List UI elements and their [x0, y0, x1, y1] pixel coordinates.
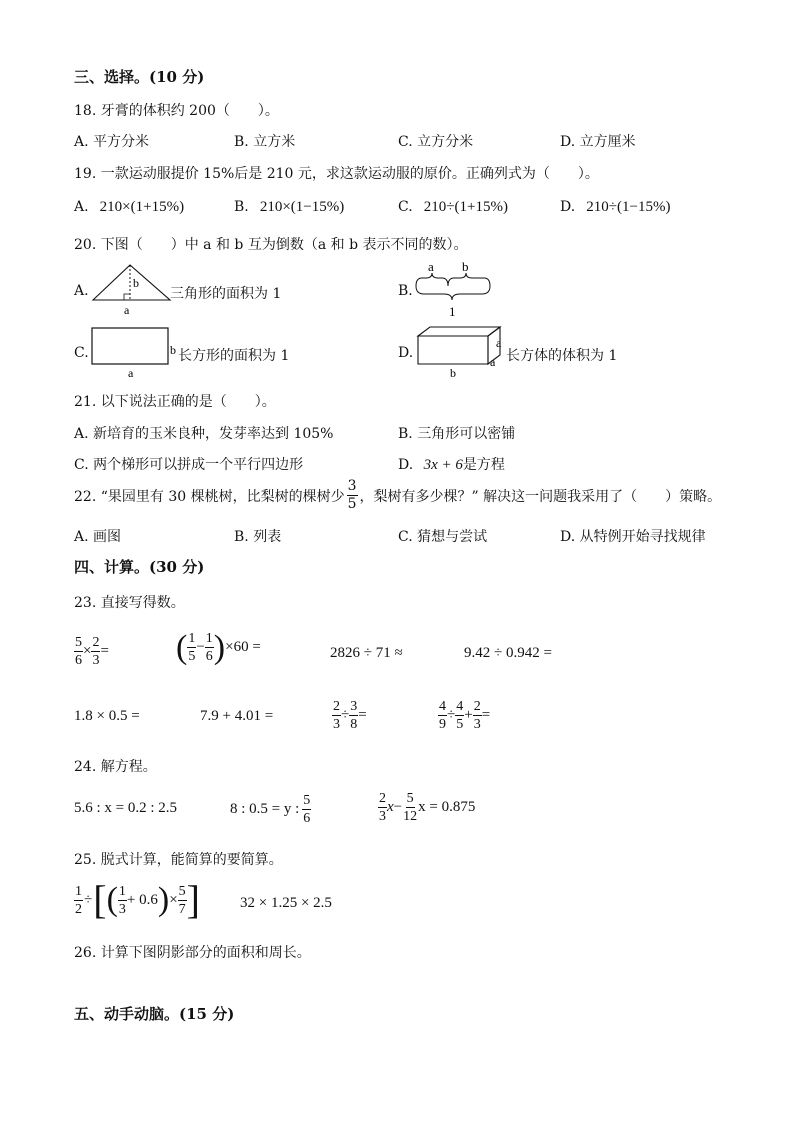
q25-expr-2: 32 × 1.25 × 2.5	[240, 895, 332, 911]
option-tail: 是方程	[462, 457, 505, 473]
q23-expr-5: 1.8 × 0.5 =	[74, 708, 140, 724]
brace-b	[448, 273, 490, 286]
section-5-title: 五、动手动脑。(15 分)	[74, 1005, 235, 1023]
q23-expr-8	[438, 698, 490, 733]
fraction	[378, 790, 387, 825]
q23-expr-3: 2826 ÷ 71 ≈	[330, 645, 403, 661]
numerator: 3	[350, 699, 358, 714]
numerator: 1	[188, 631, 196, 646]
fraction-3-5	[347, 478, 358, 513]
denominator: 6	[75, 653, 82, 668]
q21-option-c: C. 两个梯形可以拼成一个平行四边形	[74, 457, 304, 473]
triangle-figure	[90, 262, 174, 316]
equals-sign: =	[100, 643, 109, 659]
equals-sign: =	[481, 707, 491, 723]
denominator: 9	[439, 717, 446, 732]
numerator: 2	[333, 699, 340, 714]
q21-option-a: A. 新培育的玉米良种，发芽率达到 105%	[74, 426, 334, 442]
q18-option-d: D. 立方厘米	[560, 134, 636, 150]
option-expression: 210÷(1+15%)	[423, 199, 508, 215]
section-3-title: 三、选择。(10 分)	[74, 68, 205, 86]
right-bracket: ]	[186, 877, 200, 922]
q24-equation-3	[378, 790, 475, 825]
q23-expr-1	[74, 634, 109, 669]
q20-c-text: 长方形的面积为 1	[178, 348, 290, 364]
expression-tail: ×60 =	[225, 639, 261, 655]
denominator: 6	[205, 649, 213, 664]
q24-equation-1: 5.6 : x = 0.2 : 2.5	[74, 800, 178, 816]
denominator: 5	[456, 717, 464, 732]
option-letter: A.	[74, 199, 89, 215]
fraction	[332, 698, 341, 733]
operator: ÷	[341, 707, 350, 723]
brace-label-one: 1	[449, 304, 456, 319]
denominator: 3	[92, 653, 100, 668]
fraction	[91, 634, 100, 669]
numerator: 1	[75, 883, 82, 899]
denominator: 7	[178, 901, 186, 917]
numerator: 5	[75, 635, 82, 650]
operator: −	[393, 799, 403, 815]
left-bracket: [	[93, 877, 107, 922]
cuboid-label-a-side: a	[490, 355, 496, 369]
numerator: 2	[379, 791, 386, 806]
numerator: 3	[347, 478, 357, 494]
denominator: 5	[347, 496, 357, 512]
right-angle-mark	[124, 294, 130, 300]
numerator: 4	[439, 699, 446, 714]
q22-stem-pre: 22. “果园里有 30 棵桃树，比梨树的棵树少	[74, 488, 345, 505]
denominator: 3	[473, 717, 481, 732]
fraction	[455, 698, 464, 733]
triangle-label-b: b	[133, 276, 139, 290]
numerator: 1	[205, 631, 213, 646]
q23-expr-2	[176, 630, 261, 665]
q20-a-letter: A.	[74, 283, 89, 299]
q20-a-text: 三角形的面积为 1	[170, 286, 282, 302]
q22-option-a: A. 画图	[74, 529, 122, 545]
operator: ÷	[447, 707, 456, 723]
denominator: 5	[188, 649, 196, 664]
brace-figure	[412, 258, 496, 320]
q22-option-d: D. 从特例开始寻找规律	[560, 529, 706, 545]
numerator: 4	[456, 699, 464, 714]
q19-option-b	[234, 196, 344, 216]
q18-stem: 18. 牙膏的体积约 200（ ）。	[74, 103, 279, 119]
q26-stem: 26. 计算下图阴影部分的面积和周长。	[74, 945, 311, 961]
q20-b-letter: B.	[398, 283, 413, 299]
q23-expr-4: 9.42 ÷ 0.942 =	[464, 645, 552, 661]
brace-label-a: a	[428, 259, 434, 274]
operator: ×	[169, 891, 178, 908]
q23-expr-6: 7.9 + 4.01 =	[200, 708, 274, 724]
brace-label-b: b	[462, 259, 469, 274]
cuboid-front	[418, 336, 488, 364]
equation-part: x = 0.875	[418, 799, 476, 815]
q25-stem: 25. 脱式计算，能简算的要简算。	[74, 852, 283, 868]
q22-stem-post: ，梨树有多少棵？” 解决这一问题我采用了（ ）策略。	[359, 488, 722, 505]
rectangle-figure	[90, 326, 180, 378]
cuboid-label-a-top: a	[496, 336, 502, 350]
brace-a	[416, 273, 448, 286]
numerator: 5	[406, 791, 414, 806]
fraction	[349, 698, 358, 733]
q18-option-b: B. 立方米	[234, 134, 296, 150]
denominator: 8	[350, 717, 358, 732]
expression-part: + 0.6	[126, 891, 158, 908]
q25-expr-1	[74, 877, 200, 922]
operator: −	[196, 639, 205, 655]
denominator: 2	[75, 901, 82, 917]
option-expression: 3x + 6	[423, 457, 463, 473]
operator: ×	[83, 643, 92, 659]
q24-stem: 24. 解方程。	[74, 759, 157, 775]
q20-c-letter: C.	[74, 345, 89, 361]
equals-sign: =	[358, 707, 367, 723]
left-paren: (	[176, 628, 188, 666]
left-paren: (	[106, 881, 118, 918]
q18-option-c: C. 立方分米	[398, 134, 474, 150]
numerator: 2	[92, 635, 100, 650]
q20-d-text: 长方体的体积为 1	[506, 348, 618, 364]
fraction	[402, 790, 418, 825]
section-4-title: 四、计算。(30 分)	[74, 558, 205, 576]
rectangle-label-b: b	[170, 343, 176, 357]
q23-stem: 23. 直接写得数。	[74, 595, 185, 611]
fraction	[178, 883, 187, 918]
q22-option-b: B. 列表	[234, 529, 282, 545]
rectangle-shape	[92, 328, 168, 364]
right-paren: )	[157, 881, 170, 918]
variable: x	[387, 799, 394, 815]
right-paren: )	[213, 628, 226, 666]
q19-option-d	[560, 196, 670, 216]
option-letter: D.	[560, 199, 576, 215]
option-letter: B.	[234, 199, 249, 215]
fraction	[438, 698, 447, 733]
fraction	[118, 883, 127, 918]
fraction	[74, 883, 83, 918]
triangle-label-a: a	[124, 303, 130, 316]
triangle-shape	[93, 265, 170, 300]
option-expression: 210÷(1−15%)	[586, 199, 671, 215]
cuboid-figure	[414, 322, 514, 382]
q24-equation-2	[230, 792, 311, 827]
q22-stem	[74, 478, 721, 513]
q20-stem: 20. 下图（ ）中 a 和 b 互为倒数（a 和 b 表示不同的数）。	[74, 237, 468, 253]
q19-option-c	[398, 196, 508, 216]
cuboid-label-b: b	[450, 366, 456, 380]
cuboid-top	[418, 327, 500, 336]
denominator: 6	[303, 811, 311, 826]
fraction	[74, 634, 83, 669]
q20-d-letter: D.	[398, 345, 414, 361]
brace-total	[416, 286, 490, 300]
denominator: 3	[379, 809, 386, 824]
denominator: 12	[403, 809, 418, 824]
equation-part: 8 : 0.5 = y :	[230, 801, 300, 817]
option-expression: 210×(1−15%)	[259, 199, 345, 215]
option-letter: C.	[398, 199, 413, 215]
operator: +	[464, 707, 473, 723]
q21-option-d	[398, 454, 505, 474]
numerator: 5	[303, 793, 311, 808]
fraction	[473, 698, 482, 733]
q18-option-a: A. 平方分米	[74, 134, 150, 150]
q21-stem: 21. 以下说法正确的是（ ）。	[74, 394, 276, 410]
option-letter: D.	[398, 457, 414, 473]
denominator: 3	[333, 717, 340, 732]
q22-option-c: C. 猜想与尝试	[398, 529, 488, 545]
q23-expr-7	[332, 698, 367, 733]
fraction	[302, 792, 311, 827]
q19-stem: 19. 一款运动服提价 15%后是 210 元，求这款运动服的原价。正确列式为（ ）。	[74, 166, 599, 182]
q19-option-a	[74, 196, 184, 216]
numerator: 5	[178, 883, 186, 899]
numerator: 1	[118, 883, 126, 899]
operator: ÷	[84, 891, 93, 908]
denominator: 3	[118, 901, 126, 917]
option-expression: 210×(1+15%)	[99, 199, 185, 215]
numerator: 2	[473, 699, 481, 714]
q21-option-b: B. 三角形可以密铺	[398, 426, 516, 442]
rectangle-label-a: a	[128, 366, 134, 378]
fraction	[205, 630, 214, 665]
fraction	[187, 630, 196, 665]
